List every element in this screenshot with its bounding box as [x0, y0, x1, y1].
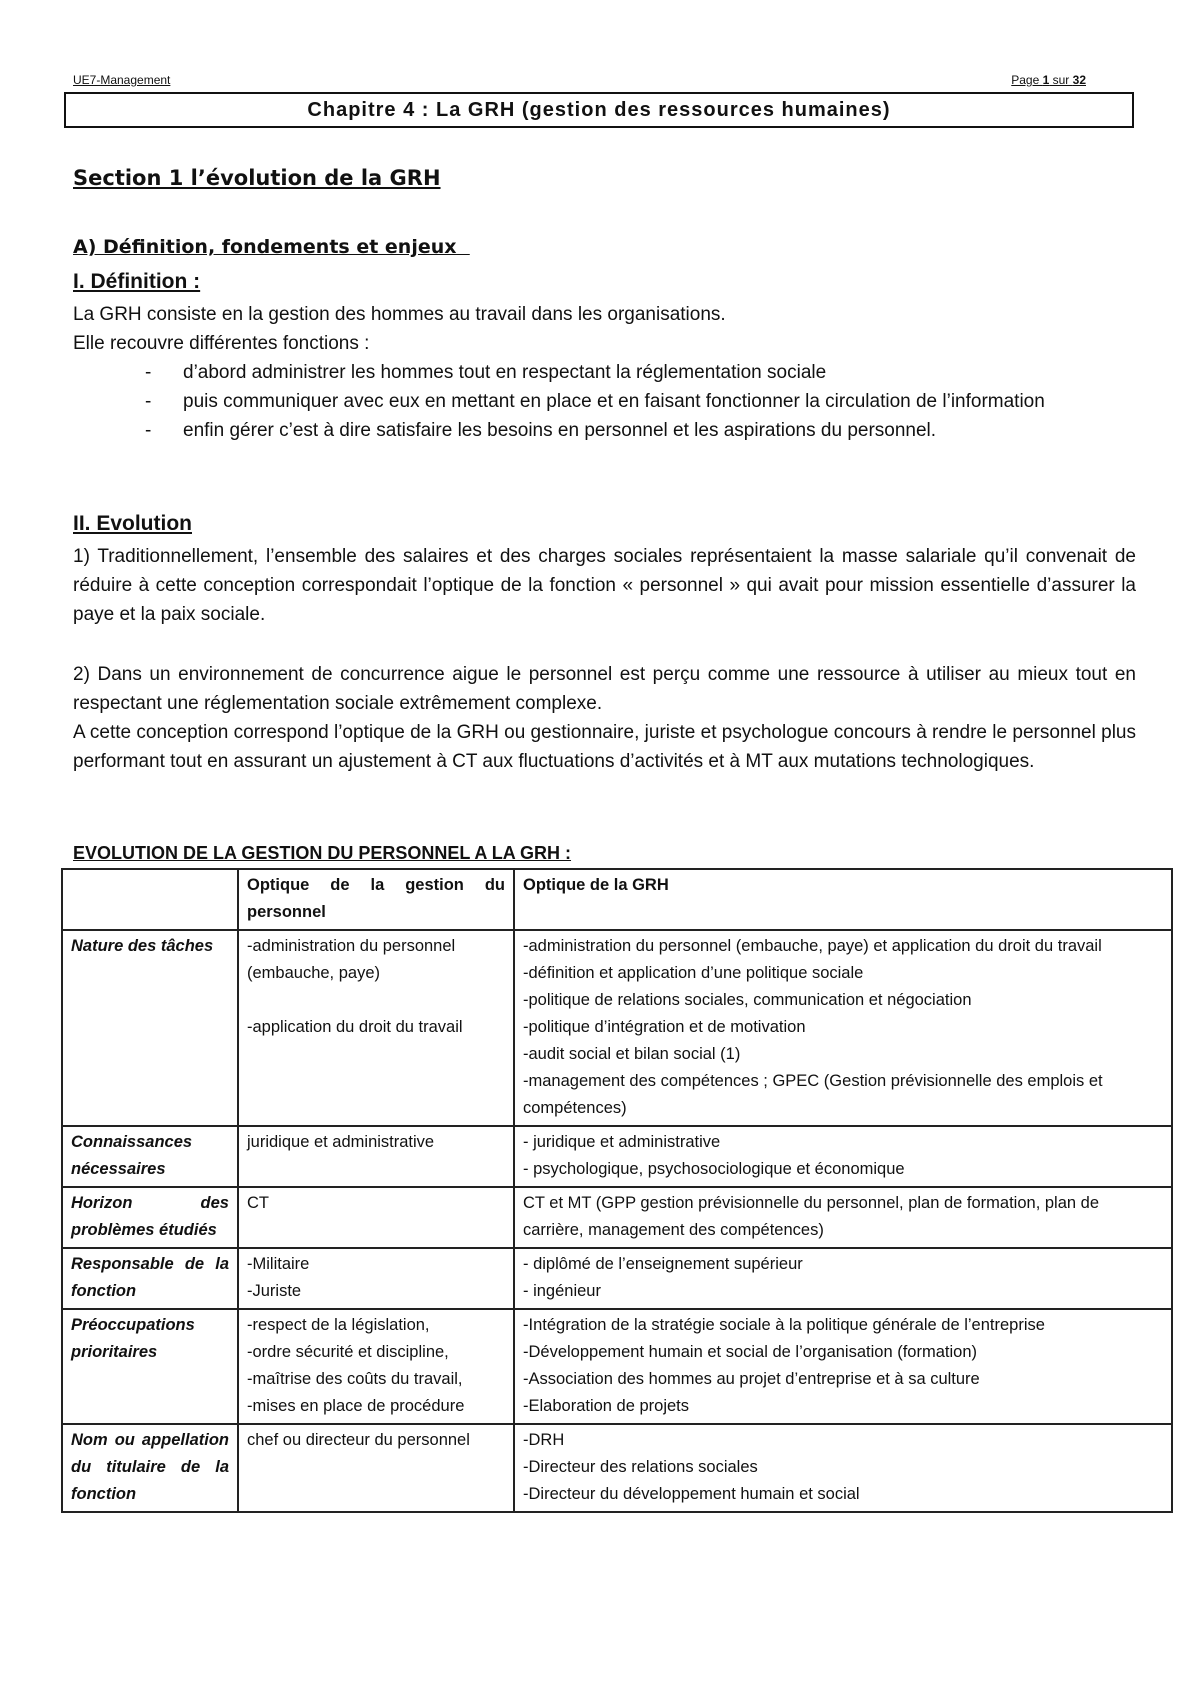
evolution-heading: II. Evolution: [73, 512, 192, 535]
table-cell: CT: [238, 1187, 514, 1248]
row-label: Horizon des problèmes étudiés: [62, 1187, 238, 1248]
row-label: Connaissances nécessaires: [62, 1126, 238, 1187]
table-row: [62, 1248, 1172, 1309]
chapter-title: Chapitre 4 : La GRH (gestion des ressources humaines): [64, 92, 1134, 128]
table-row: [62, 1424, 1172, 1512]
list-item: - d’abord administrer les hommes tout en respectant la réglementation sociale: [145, 362, 827, 383]
table-cell: -administration du personnel (embauche, paye) -application du droit du travail: [238, 930, 514, 1126]
table-cell: CT et MT (GPP gestion prévisionnelle du personnel, plan de formation, plan de carrière, management des compétences): [514, 1187, 1172, 1248]
row-label: Responsable de la fonction: [62, 1248, 238, 1309]
table-row: [62, 930, 1172, 1126]
table-cell: -administration du personnel (embauche, paye) et application du droit du travail -définition et application d’une politique sociale -politique de relations sociales, communication et négociation -politique d’intégration et de motivation -audit social et bilan social (1) -management des compétences ; GPEC (Gestion prévisionnelle des emplois et compétences): [514, 930, 1172, 1126]
table-row: [62, 1309, 1172, 1424]
row-label: Nom ou appellation du titulaire de la fonction: [62, 1424, 238, 1512]
definition-line-2: Elle recouvre différentes fonctions :: [73, 333, 370, 354]
evolution-paragraph-3: A cette conception correspond l’optique de la GRH ou gestionnaire, juriste et psychologue concours à rendre le personnel plus performant tout en assurant un ajustement à CT aux fluctuations d’activités et à MT aux mutations technologiques.: [73, 722, 1136, 772]
column-header-personnel: Optique de la gestion du personnel: [238, 869, 514, 930]
table-row: [62, 1126, 1172, 1187]
table-cell: -DRH -Directeur des relations sociales -Directeur du développement humain et social: [514, 1424, 1172, 1512]
table-title: EVOLUTION DE LA GESTION DU PERSONNEL A LA GRH :: [73, 843, 572, 863]
definition-bullet-list: [73, 358, 1136, 445]
table-cell: -Intégration de la stratégie sociale à la politique générale de l’entreprise -Développement humain et social de l’organisation (formation) -Association des hommes au projet d’entreprise et à sa culture -Elaboration de projets: [514, 1309, 1172, 1424]
header-course: UE7-Management: [73, 73, 171, 87]
definition-line-1: La GRH consiste en la gestion des hommes au travail dans les organisations.: [73, 304, 726, 325]
column-header-grh: Optique de la GRH: [514, 869, 1172, 930]
table-cell: chef ou directeur du personnel: [238, 1424, 514, 1512]
list-item: - puis communiquer avec eux en mettant en place et en faisant fonctionner la circulation de l’information: [145, 391, 1045, 412]
table-cell: - juridique et administrative - psychologique, psychosociologique et économique: [514, 1126, 1172, 1187]
table-cell: juridique et administrative: [238, 1126, 514, 1187]
header-page-number: Page 1 sur 32: [1011, 73, 1086, 87]
evolution-paragraph-2: 2) Dans un environnement de concurrence aigue le personnel est perçu comme une ressource à utiliser au mieux tout en respectant une réglementation sociale extrêmement complexe.: [73, 664, 1136, 714]
list-item: - enfin gérer c’est à dire satisfaire les besoins en personnel et les aspirations du personnel.: [145, 420, 937, 441]
subsection-title: A) Définition, fondements et enjeux: [73, 236, 470, 258]
table-row: [62, 1187, 1172, 1248]
table-cell: -Militaire -Juriste: [238, 1248, 514, 1309]
table-header-row: [62, 869, 1172, 930]
evolution-table: [61, 868, 1173, 1513]
table-corner-cell: [62, 869, 238, 930]
table-cell: - diplômé de l’enseignement supérieur - ingénieur: [514, 1248, 1172, 1309]
evolution-paragraph-1: 1) Traditionnellement, l’ensemble des salaires et des charges sociales représentaient la masse salariale qu’il convenait de réduire à cette conception correspondait l’optique de la fonction « personnel » qui avait pour mission essentielle d’assurer la paye et la paix sociale.: [73, 546, 1136, 625]
row-label: Préoccupations prioritaires: [62, 1309, 238, 1424]
table-cell: -respect de la législation, -ordre sécurité et discipline, -maîtrise des coûts du travail, -mises en place de procédure: [238, 1309, 514, 1424]
definition-heading: I. Définition :: [73, 270, 201, 293]
section-title: Section 1 l’évolution de la GRH: [73, 166, 441, 190]
row-label: Nature des tâches: [62, 930, 238, 1126]
